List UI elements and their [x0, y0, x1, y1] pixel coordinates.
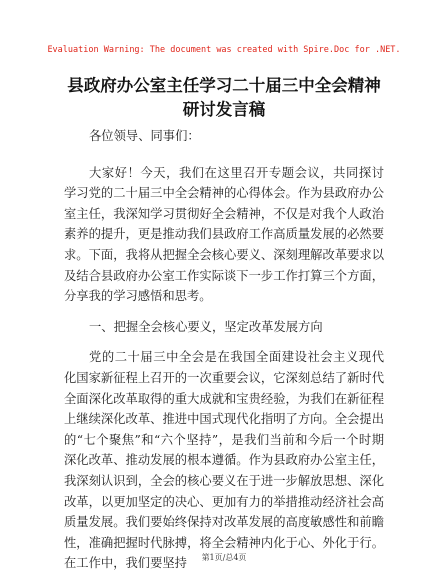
evaluation-warning: Evaluation Warning: The document was created with Spire.Doc for .NET.: [47, 45, 401, 55]
section-heading: 一、把握全会核心要义，坚定改革发展方向: [89, 319, 323, 334]
greeting-paragraph: 各位领导、同事们：: [89, 129, 200, 143]
intro-paragraph: 大家好！今天，我们在这里召开专题会议，共同探讨学习党的二十届三中全会精神的心得体会。作为县政府办公室主任，我深知学习贯彻好全会精神，不仅是对我个人政治素养的提升，更是推动我们县政府工作高质量发展的必然要求。下面，我将从把握全会核心要义、深刻理解改革要求以及结合县政府办公室工作实际谈下一步工作打算三个方面，分享我的学习感悟和思考。: [64, 165, 384, 304]
document-body: [64, 126, 384, 574]
document-title: 县政府办公室主任学习二十届三中全会精神研讨发言稿: [67, 76, 381, 119]
section-paragraph: 党的二十届三中全会是在我国全面建设社会主义现代化国家新征程上召开的一次重要会议，它深刻总结了新时代全面深化改革取得的重大成就和宝贵经验，为我们在新征程上继续深化改革、推进中国式现代化指明了方向。全会提出的“七个聚焦”和“六个坚持”，是我们当前和今后一个时期深化改革、推动发展的根本遵循。作为县政府办公室主任，我深刻认识到，全会的核心要义在于进一步解放思想、深化改革，以更加坚定的决心、更加有力的举措推动经济社会高质量发展。我们要始终保持对改革发展的高度敏感性和前瞻性，准确把握时代脉搏，将全会精神内化于心、外化于行。在工作中，我们要坚持: [64, 350, 384, 571]
page-footer: 第1页/总4页: [201, 553, 247, 562]
